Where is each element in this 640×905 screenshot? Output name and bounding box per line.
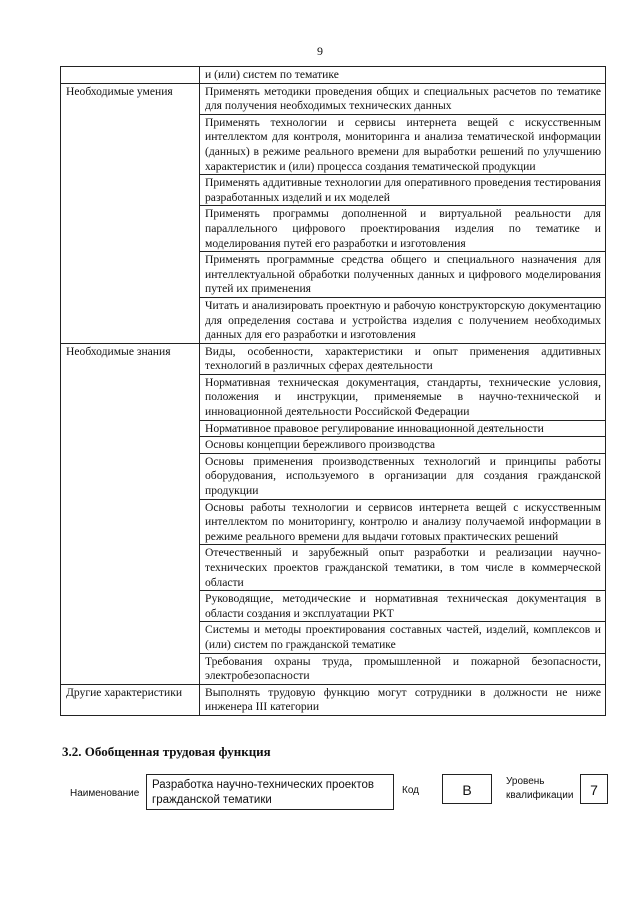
code-label: Код xyxy=(402,785,420,796)
row-text: Применять программы дополненной и виртуальной реальности для параллельного цифрового проектирования изделия по тематике и моделирования путей его разработки и изготовления xyxy=(200,206,606,252)
table-row xyxy=(61,83,606,114)
name-value-box: Разработка научно-технических проектов гражданской тематики xyxy=(146,774,394,810)
row-text: Основы применения производственных технологий и принципы работы оборудования, используемого в организации для создания гражданской продукции xyxy=(200,453,606,499)
row-text: Применять программные средства общего и специального назначения для интеллектуальной обработки полученных данных и цифрового моделирования путей их применения xyxy=(200,252,606,298)
table-row xyxy=(61,684,606,715)
row-text: и (или) систем по тематике xyxy=(200,67,606,84)
row-text: Системы и методы проектирования составных частей, изделий, комплексов и (или) систем по гражданской тематике xyxy=(200,622,606,653)
section-title: 3.2. Обобщенная трудовая функция xyxy=(62,744,271,759)
row-text: Применять методики проведения общих и специальных расчетов по тематике для получения необходимых технических данных xyxy=(200,83,606,114)
row-text: Выполнять трудовую функцию могут сотрудники в должности не ниже инженера III категории xyxy=(200,684,606,715)
row-text: Применять аддитивные технологии для оперативного проведения тестирования разработанных изделий и их моделей xyxy=(200,175,606,206)
row-text: Применять технологии и сервисы интернета вещей с искусственным интеллектом для контроля, мониторинга и анализа тематической информации (данных) в режиме реального времени для выработки решений по улучшению характеристик и (или) процесса создания тематической продукции xyxy=(200,114,606,174)
row-text: Нормативное правовое регулирование инновационной деятельности xyxy=(200,420,606,437)
row-text: Требования охраны труда, промышленной и пожарной безопасности, электробезопасности xyxy=(200,653,606,684)
level-value-box: 7 xyxy=(580,774,608,804)
name-label: Наименование xyxy=(70,788,140,799)
row-label-knowledge: Необходимые знания xyxy=(61,343,200,684)
row-text: Нормативная техническая документация, стандарты, технические условия, положения и инструкции, применяемые в научно-технической и инновационной деятельности Российской Федерации xyxy=(200,374,606,420)
table-row xyxy=(61,343,606,374)
row-text: Отечественный и зарубежный опыт разработки и реализации научно-технических проектов гражданской тематики, в том числе в коммерческой области xyxy=(200,545,606,591)
row-label-other: Другие характеристики xyxy=(61,684,200,715)
row-label-skills: Необходимые умения xyxy=(61,83,200,343)
page-number: 9 xyxy=(317,44,323,58)
row-label xyxy=(61,67,200,84)
row-text: Виды, особенности, характеристики и опыт применения аддитивных технологий в различных сферах деятельности xyxy=(200,343,606,374)
requirements-table xyxy=(60,66,606,716)
row-text: Основы концепции бережливого производства xyxy=(200,437,606,454)
level-label-line2: квалификации xyxy=(506,790,574,801)
row-text: Руководящие, методические и нормативная техническая документация в области создания и эксплуатации РКТ xyxy=(200,591,606,622)
row-text: Читать и анализировать проектную и рабочую конструкторскую документацию для определения состава и устройства изделия с получением необходимых данных для его разработки и изготовления xyxy=(200,297,606,343)
code-value-box: B xyxy=(442,774,492,804)
level-label-line1: Уровень xyxy=(506,776,545,787)
row-text: Основы работы технологии и сервисов интернета вещей с искусственным интеллектом по мониторингу, контролю и анализу получаемой информации в режиме реального времени для выдачи готовых практических решений xyxy=(200,499,606,545)
table-row xyxy=(61,67,606,84)
